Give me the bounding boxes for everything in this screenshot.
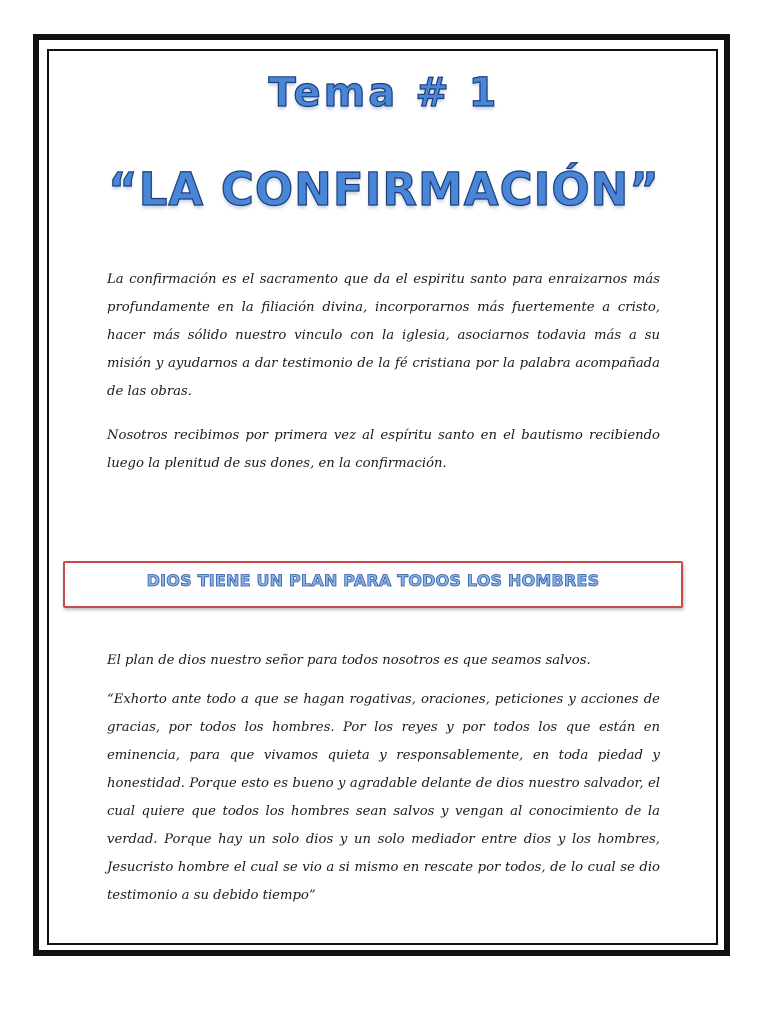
paragraph-baptism: Nosotros recibimos por primera vez al espíritu santo en el bautismo recibiendo luego la plenitud de sus dones, en la confirmación. — [107, 428, 660, 471]
section-banner — [63, 561, 683, 608]
page-subtitle: “LA CONFIRMACIÓN” — [108, 163, 660, 216]
paragraph-plan: El plan de dios nuestro señor para todos nosotros es que seamos salvos. — [107, 653, 591, 668]
paragraph-definition: La confirmación es el sacramento que da el espiritu santo para enraizarnos más profundamente en la filiación divina, incorporarnos más fuertemente a cristo, hacer más sólido nuestro vinculo con la iglesia, asociarnos todavia más a su misión y ayudarnos a dar testimonio de la fé cristiana por la palabra acompañada de las obras. — [107, 272, 660, 399]
page-title: Tema # 1 — [268, 70, 500, 116]
paragraph-quote: “Exhorto ante todo a que se hagan rogativas, oraciones, peticiones y acciones de gracias, por todos los hombres. Por los reyes y por todos los que están en eminencia, para que vivamos quieta y responsablemente, en toda piedad y honestidad. Porque esto es bueno y agradable delante de dios nuestro salvador, el cual quiere que todos los hombres sean salvos y vengan al conocimiento de la verdad. Porque hay un solo dios y un solo mediador entre dios y los hombres, Jesucristo hombre el cual se vio a si mismo en rescate por todos, de lo cual se dio testimonio a su debido tiempo” — [107, 692, 660, 903]
section-banner-title: DIOS TIENE UN PLAN PARA TODOS LOS HOMBRES — [146, 571, 600, 590]
